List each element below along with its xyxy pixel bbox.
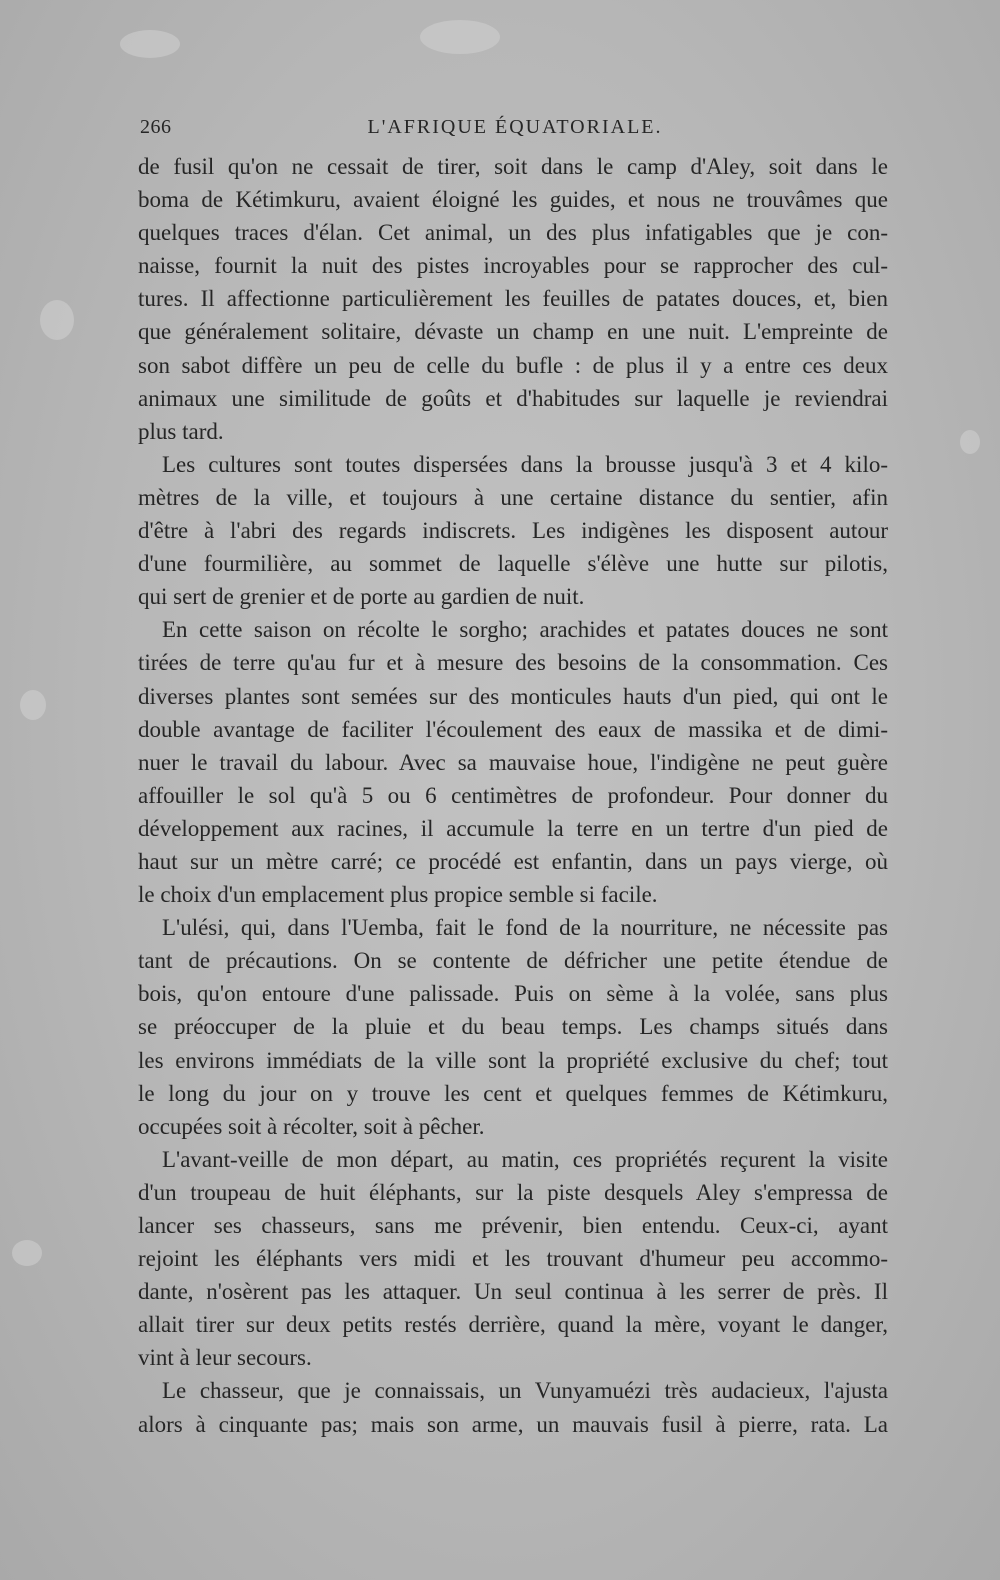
text-line: tirées de terre qu'au fur et à mesure des besoins de la consommation. Ces <box>138 650 888 676</box>
paragraph <box>138 150 888 448</box>
page-number: 266 <box>140 116 172 138</box>
paragraph <box>138 1143 888 1375</box>
text-line: naisse, fournit la nuit des pistes incroyables pour se rapprocher des cul- <box>138 253 888 279</box>
text-line: d'être à l'abri des regards indiscrets. Les indigènes les disposent autour <box>138 518 888 544</box>
text-line: lancer ses chasseurs, sans me prévenir, bien entendu. Ceux-ci, ayant <box>138 1213 888 1238</box>
text-line: animaux une similitude de goûts et d'habitudes sur laquelle je reviendrai <box>138 385 888 411</box>
text-line: d'une fourmilière, au sommet de laquelle s'élève une hutte sur pilotis, <box>138 551 888 577</box>
paper-speck <box>40 300 74 340</box>
running-title: L'AFRIQUE ÉQUATORIALE. <box>367 116 663 138</box>
text-line: occupées soit à récolter, soit à pêcher. <box>138 1113 485 1139</box>
text-line: mètres de la ville, et toujours à une certaine distance du sentier, afin <box>138 484 888 510</box>
body-text <box>138 150 888 1441</box>
text-line: L'avant-veille de mon départ, au matin, ces propriétés reçurent la visite <box>162 1146 888 1172</box>
text-line: développement aux racines, il accumule la terre en un tertre d'un pied de <box>138 815 888 841</box>
paragraph <box>138 448 888 613</box>
text-line: Le chasseur, que je connaissais, un Vunyamuézi très audacieux, l'ajusta <box>162 1378 888 1404</box>
text-line: qui sert de grenier et de porte au gardien de nuit. <box>138 584 585 610</box>
text-line: L'ulési, qui, dans l'Uemba, fait le fond de la nourriture, ne nécessite pas <box>162 915 888 941</box>
text-line: vint à leur secours. <box>138 1345 312 1371</box>
text-line: double avantage de faciliter l'écoulement des eaux de massika et de dimi- <box>138 716 888 742</box>
text-line: son sabot diffère un peu de celle du bufle : de plus il y a entre ces deux <box>138 352 888 378</box>
text-line: quelques traces d'élan. Cet animal, un des plus infatigables que je con- <box>138 220 888 246</box>
paper-speck <box>20 690 46 720</box>
paper-speck <box>960 430 980 454</box>
text-line: diverses plantes sont semées sur des monticules hauts d'un pied, qui ont le <box>138 683 888 709</box>
text-line: plus tard. <box>138 418 224 444</box>
paper-speck <box>120 30 180 58</box>
paragraph <box>138 911 888 1143</box>
text-line: que généralement solitaire, dévaste un champ en une nuit. L'empreinte de <box>138 319 888 345</box>
paragraph <box>138 1374 888 1440</box>
text-line: bois, qu'on entoure d'une palissade. Puis on sème à la volée, sans plus <box>138 981 888 1007</box>
text-line: dante, n'osèrent pas les attaquer. Un seul continua à les serrer de près. Il <box>138 1279 888 1305</box>
text-line: d'un troupeau de huit éléphants, sur la piste desquels Aley s'empressa de <box>138 1179 888 1205</box>
text-line: se préoccuper de la pluie et du beau temps. Les champs situés dans <box>138 1014 888 1040</box>
text-line: nuer le travail du labour. Avec sa mauvaise houe, l'indigène ne peut guère <box>138 749 888 775</box>
text-line: tures. Il affectionne particulièrement les feuilles de patates douces, et, bien <box>138 286 888 312</box>
text-line: boma de Kétimkuru, avaient éloigné les guides, et nous ne trouvâmes que <box>138 187 888 213</box>
text-line: affouiller le sol qu'à 5 ou 6 centimètres de profondeur. Pour donner du <box>138 782 888 808</box>
text-line: le choix d'un emplacement plus propice semble si facile. <box>138 882 658 908</box>
text-line: En cette saison on récolte le sorgho; arachides et patates douces ne sont <box>162 617 888 643</box>
text-line: allait tirer sur deux petits restés derrière, quand la mère, voyant le danger, <box>138 1312 888 1338</box>
text-line: Les cultures sont toutes dispersées dans la brousse jusqu'à 3 et 4 kilo- <box>162 451 888 477</box>
page-header <box>140 116 890 144</box>
paper-speck <box>12 1240 42 1266</box>
text-line: de fusil qu'on ne cessait de tirer, soit dans le camp d'Aley, soit dans le <box>138 154 888 179</box>
text-line: rejoint les éléphants vers midi et les trouvant d'humeur peu accommo- <box>138 1246 888 1272</box>
text-line: les environs immédiats de la ville sont la propriété exclusive du chef; tout <box>138 1047 888 1073</box>
text-line: le long du jour on y trouve les cent et quelques femmes de Kétimkuru, <box>138 1080 888 1106</box>
text-line: haut sur un mètre carré; ce procédé est enfantin, dans un pays vierge, où <box>138 848 888 874</box>
text-line: tant de précautions. On se contente de défricher une petite étendue de <box>138 948 888 974</box>
text-line: alors à cinquante pas; mais son arme, un mauvais fusil à pierre, rata. La <box>138 1411 888 1437</box>
paper-speck <box>420 20 500 54</box>
paragraph <box>138 613 888 911</box>
